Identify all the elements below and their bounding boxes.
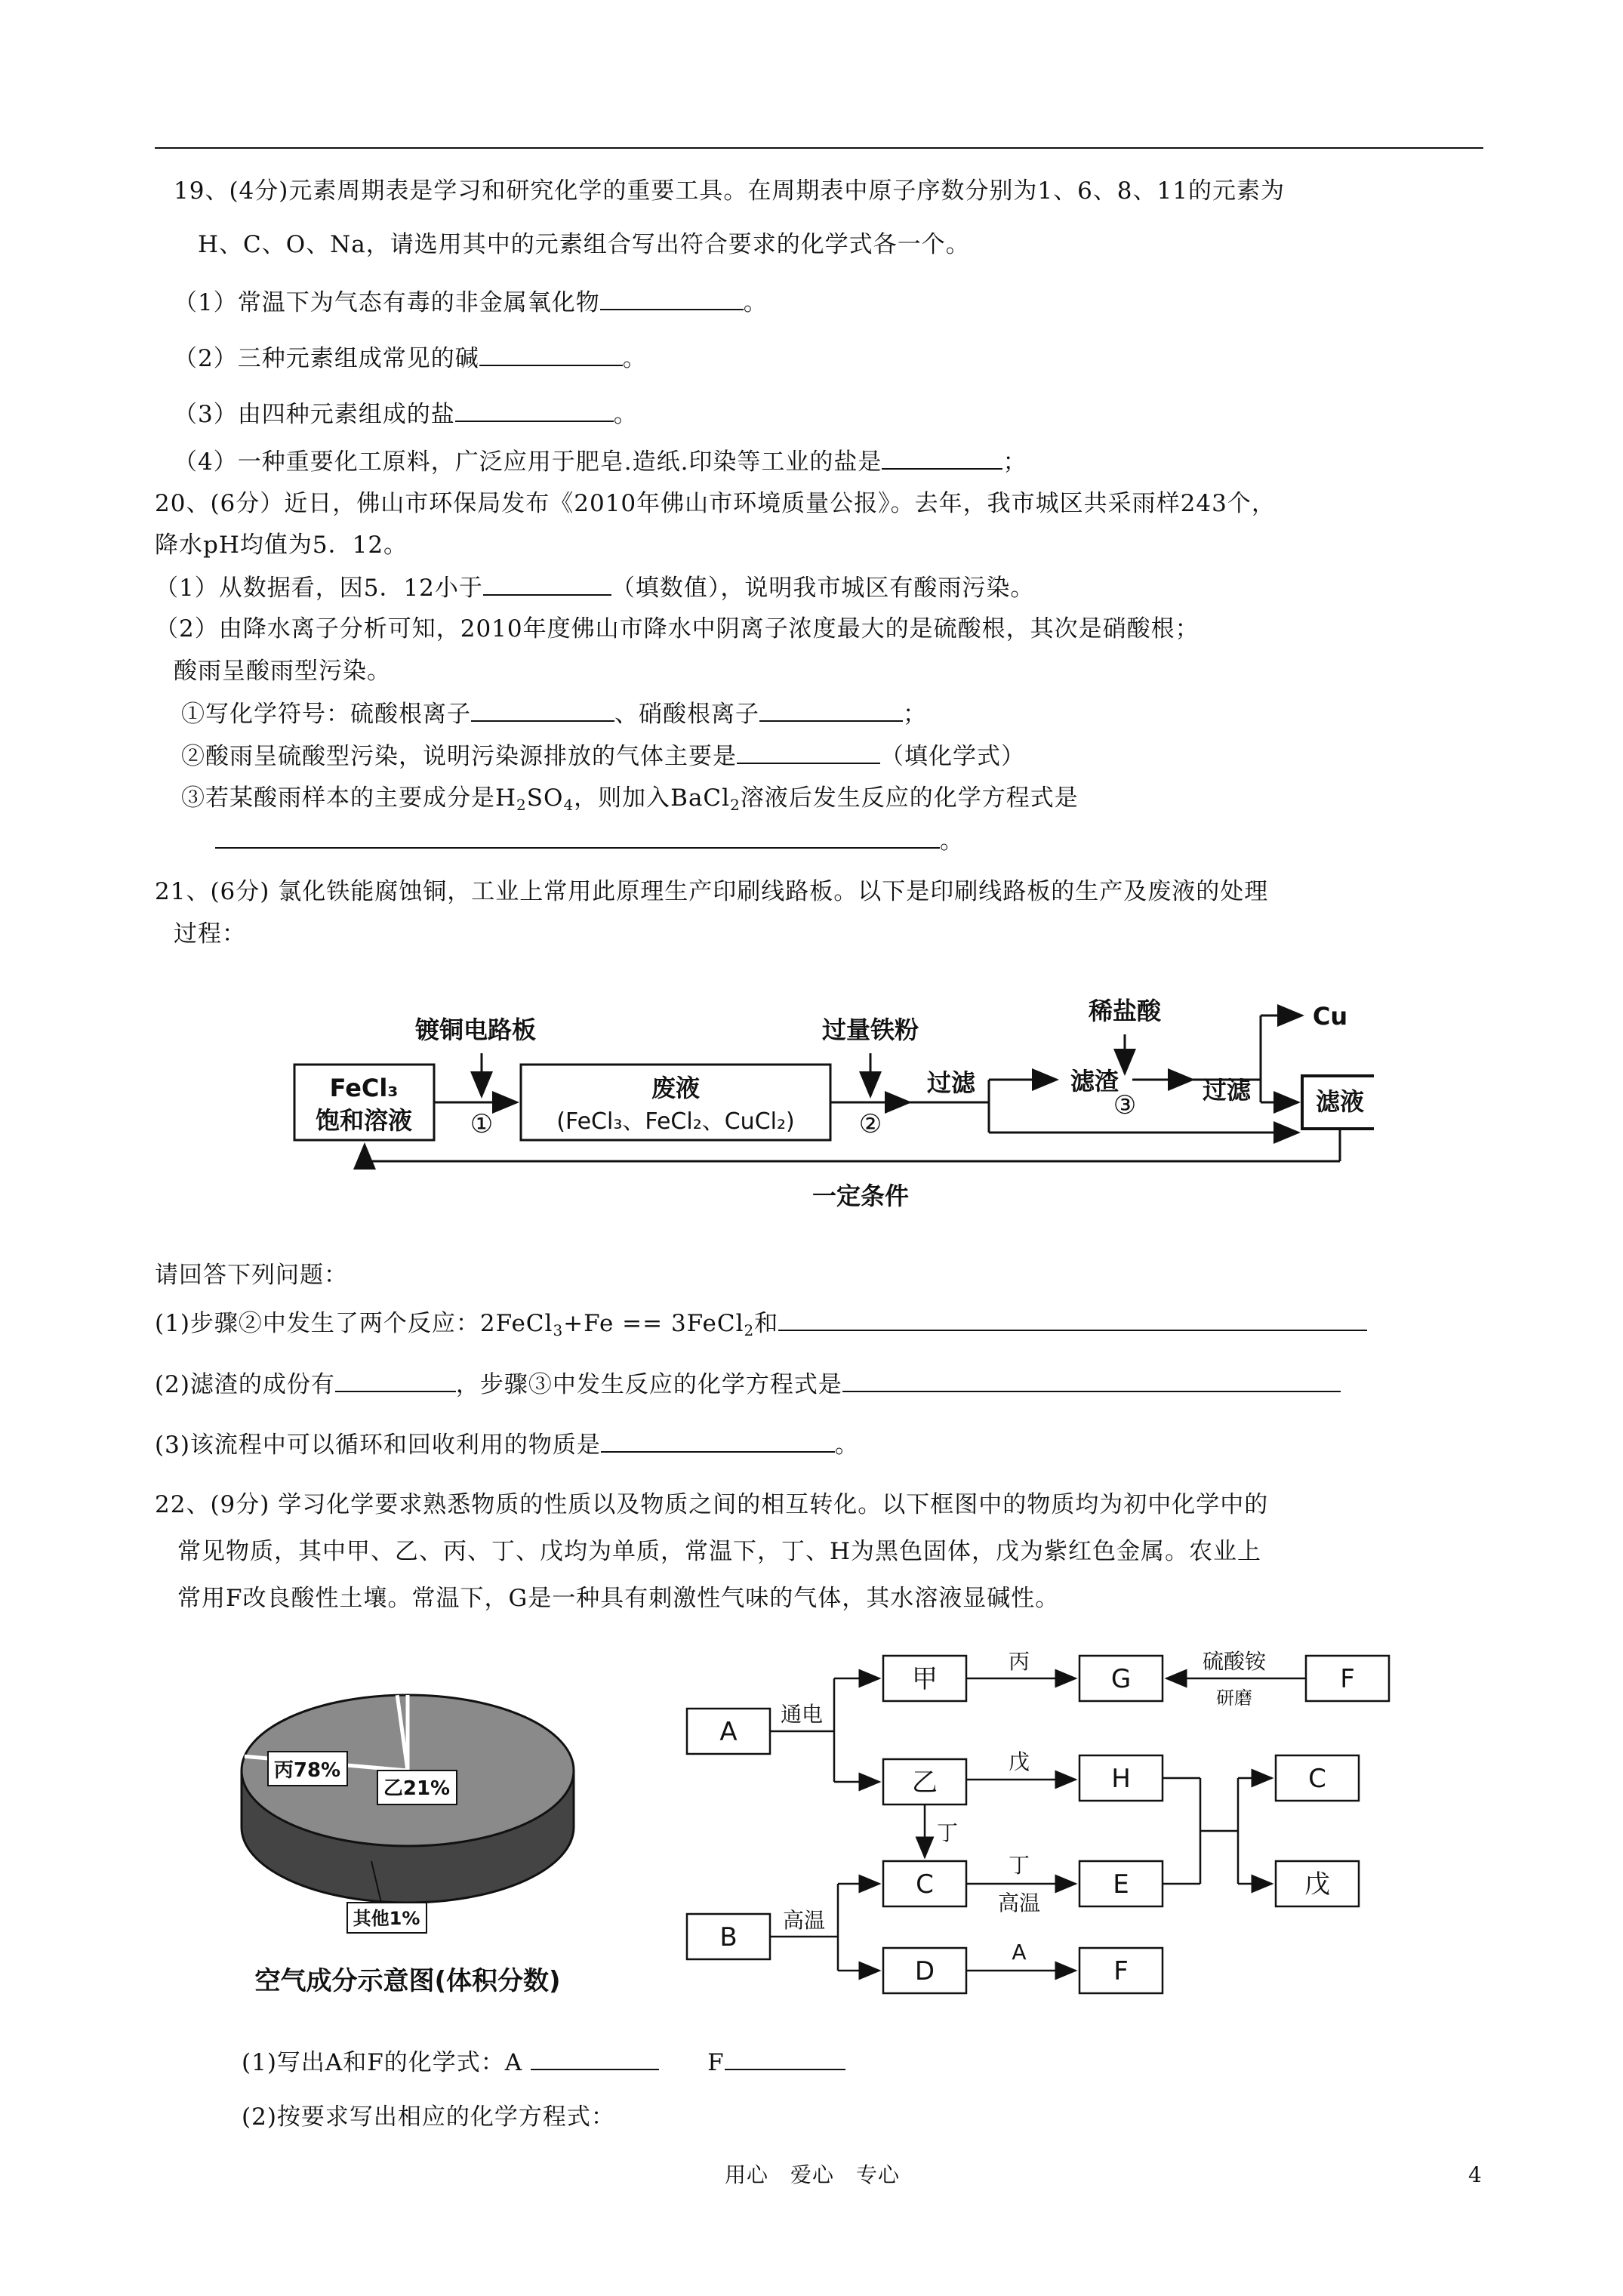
flow-cu: Cu: [1312, 1002, 1348, 1031]
q21-head: 21、(6分) 氯化铁能腐蚀铜，工业上常用此原理生产印刷线路板。以下是印刷线路板的生产及废液的处理: [155, 878, 1269, 905]
q22-part1: (1)写出A和F的化学式：A F: [242, 2046, 845, 2079]
answer-blank[interactable]: [483, 572, 611, 596]
q22-cont1: 常见物质，其中甲、乙、丙、丁、戊均为单质，常温下，丁、H为黑色固体，戊为紫红色金属。农业上: [177, 1538, 1262, 1565]
answer-blank[interactable]: [778, 1307, 1367, 1331]
label-tongdian: 通电: [780, 1702, 824, 1727]
label-gaowen2: 高温: [997, 1891, 1041, 1915]
q22-cont2: 常用F改良酸性土壤。常温下，G是一种具有刺激性气味的气体，其水溶液显碱性。: [177, 1585, 1060, 1612]
q21-part2: (2)滤渣的成份有 ，步骤③中发生反应的化学方程式是: [155, 1368, 1341, 1401]
q19-part4: （4）一种重要化工原料，广泛应用于肥皂.造纸.印染等工业的盐是 ；: [174, 445, 1027, 478]
q20-sub1: ①写化学符号：硫酸根离子 、硝酸根离子 ；: [181, 698, 927, 730]
flow-step3: ③: [1113, 1090, 1137, 1120]
node-C: C: [916, 1869, 934, 1900]
q19-part2: （2）三种元素组成常见的碱 。: [174, 342, 647, 374]
flow-step2: ②: [858, 1109, 882, 1139]
node-C-right: C: [1308, 1764, 1326, 1794]
node-B: B: [719, 1922, 738, 1952]
flow-label-acid: 稀盐酸: [1088, 997, 1162, 1025]
answer-blank[interactable]: [531, 2046, 659, 2070]
q21-part3: (3)该流程中可以循环和回收利用的物质是 。: [155, 1428, 859, 1461]
answer-blank[interactable]: [335, 1368, 456, 1392]
flow-filtrate: 滤液: [1315, 1087, 1365, 1116]
answer-blank[interactable]: [479, 342, 623, 366]
process-flow-diagram: [287, 982, 1374, 1231]
q19-part3: （3）由四种元素组成的盐 。: [174, 398, 638, 430]
answer-blank[interactable]: [737, 740, 880, 764]
flow-box2-line2: (FeCl₃、FeCl₂、CuCl₂): [556, 1108, 795, 1135]
node-F-bottom: F: [1113, 1956, 1129, 1986]
label-ding2: 丁: [1008, 1853, 1030, 1878]
q20-part2: （2）由降水离子分析可知，2010年度佛山市降水中阴离子浓度最大的是硫酸根，其次是硝酸根；: [155, 615, 1200, 643]
label-ding1: 丁: [936, 1820, 959, 1845]
q21-cont: 过程：: [174, 920, 246, 948]
flow-filter2: 过滤: [1202, 1076, 1252, 1105]
q20-part1: （1）从数据看，因5．12小于 （填数值），说明我市城区有酸雨污染。: [155, 572, 1034, 604]
q20-head: 20、(6分）近日，佛山市环保局发布《2010年佛山市环境质量公报》。去年，我市城区共采雨样243个，: [155, 490, 1276, 517]
q19-head: 19、(4分)元素周期表是学习和研究化学的重要工具。在周期表中原子序数分别为1、6、8、11的元素为: [174, 177, 1285, 205]
flow-filter1: 过滤: [926, 1068, 976, 1097]
q20-cont: 降水pH均值为5．12。: [155, 532, 408, 559]
label-A: A: [1012, 1940, 1027, 1965]
substance-transformation-diagram: [664, 1642, 1419, 1997]
label-yanmo: 研磨: [1216, 1687, 1252, 1709]
q20-sub3: ③若某酸雨样本的主要成分是$H_2SO_4$，则加入BaCl$_2$溶液后发生反应的化学方程式是: [181, 784, 1079, 814]
node-wu: 戊: [1304, 1869, 1330, 1900]
pie-label-yi: 乙21%: [383, 1777, 451, 1800]
footer-motto: 用心 爱心 专心: [725, 2162, 901, 2187]
flow-label-plate: 镀铜电路板: [414, 1015, 537, 1044]
answer-blank[interactable]: [882, 445, 1002, 470]
q22-part2: (2)按要求写出相应的化学方程式：: [242, 2103, 615, 2131]
q20-sub3-answer: 。: [215, 824, 964, 857]
node-yi: 乙: [912, 1767, 938, 1798]
answer-blank[interactable]: [600, 286, 744, 310]
q21-ask: 请回答下列问题：: [155, 1262, 348, 1289]
flow-box1-line2: 饱和溶液: [315, 1106, 413, 1135]
node-F: F: [1340, 1664, 1355, 1694]
answer-blank[interactable]: [842, 1368, 1341, 1392]
answer-blank[interactable]: [455, 398, 614, 422]
q19-part1: （1）常温下为气态有毒的非金属氧化物 。: [174, 286, 768, 319]
answer-blank[interactable]: [725, 2046, 845, 2070]
label-liusuanan: 硫酸铵: [1202, 1649, 1267, 1674]
header-rule: [155, 147, 1483, 149]
flow-residue: 滤渣: [1070, 1067, 1119, 1096]
label-gaowen: 高温: [782, 1908, 826, 1933]
pie-label-other: 其他1%: [353, 1908, 420, 1929]
q20-sub2: ②酸雨呈硫酸型污染，说明污染源排放的气体主要是 （填化学式）: [181, 740, 1025, 772]
pie-label-bing: 丙78%: [273, 1759, 341, 1782]
node-D: D: [914, 1956, 935, 1986]
page-number: 4: [1468, 2162, 1483, 2187]
q19-cont: H、C、O、Na，请选用其中的元素组合写出符合要求的化学式各一个。: [198, 231, 970, 258]
node-A: A: [719, 1717, 738, 1747]
node-E: E: [1113, 1869, 1129, 1900]
flow-condition: 一定条件: [812, 1182, 910, 1210]
q21-part1: (1)步骤②中发生了两个反应：2FeCl$_3$+Fe == 3FeCl$_2$和: [155, 1307, 1367, 1339]
q20-part2-cont: 酸雨呈酸雨型污染。: [174, 658, 391, 685]
answer-blank[interactable]: [215, 824, 940, 849]
node-jia: 甲: [912, 1664, 938, 1694]
answer-blank[interactable]: [759, 698, 903, 722]
node-H: H: [1111, 1764, 1131, 1794]
answer-blank[interactable]: [471, 698, 614, 722]
flow-step1: ①: [470, 1109, 494, 1139]
node-G: G: [1110, 1664, 1132, 1694]
pie-caption: 空气成分示意图(体积分数): [254, 1966, 561, 1996]
label-bing: 丙: [1008, 1649, 1030, 1674]
flow-box1-line1: FeCl₃: [329, 1074, 399, 1102]
air-composition-pie: [204, 1680, 627, 2012]
label-wu: 戊: [1008, 1749, 1030, 1774]
flow-box2-line1: 废液: [651, 1074, 701, 1102]
q22-head: 22、(9分) 学习化学要求熟悉物质的性质以及物质之间的相互转化。以下框图中的物质均为初中化学中的: [155, 1491, 1269, 1518]
answer-blank[interactable]: [601, 1428, 835, 1453]
flow-label-iron: 过量铁粉: [821, 1015, 919, 1044]
